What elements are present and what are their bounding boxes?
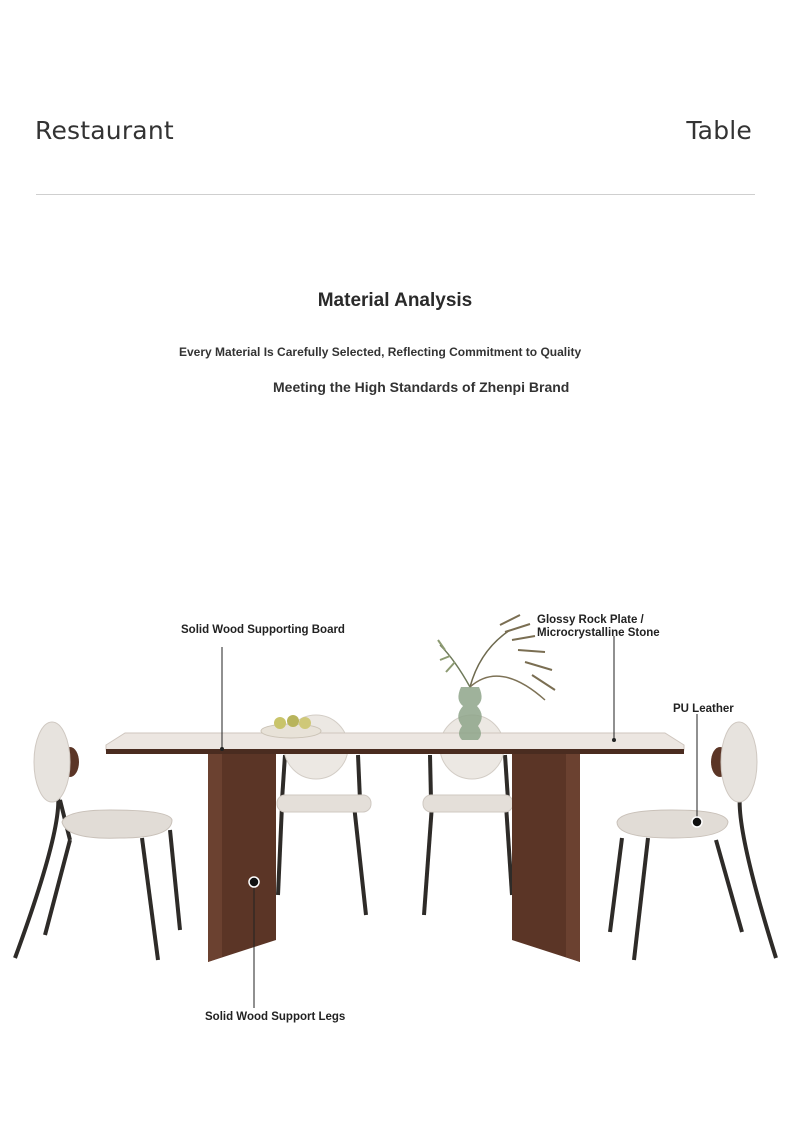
callout-support-legs: Solid Wood Support Legs: [205, 1011, 346, 1023]
header-right-title: Table: [686, 116, 752, 145]
callout-pu-leather: PU Leather: [673, 703, 734, 715]
header-divider: [36, 194, 755, 195]
front-chair-left: [15, 722, 180, 960]
table: [106, 733, 684, 962]
callout-rock-plate-line2: Microcrystalline Stone: [537, 627, 660, 639]
dining-set-illustration: [0, 560, 790, 1080]
section-subtitle-1: Every Material Is Carefully Selected, Reflecting Commitment to Quality: [179, 345, 582, 359]
section-subtitle-2: Meeting the High Standards of Zhenpi Brand: [273, 379, 570, 395]
section-title: Material Analysis: [317, 290, 473, 311]
callout-rock-plate: [537, 614, 660, 640]
callout-rock-plate-line1: Glossy Rock Plate /: [537, 614, 644, 626]
header-left-title: Restaurant: [35, 116, 174, 145]
callout-solid-wood-board: Solid Wood Supporting Board: [181, 624, 345, 636]
front-chair-right: [610, 722, 776, 960]
